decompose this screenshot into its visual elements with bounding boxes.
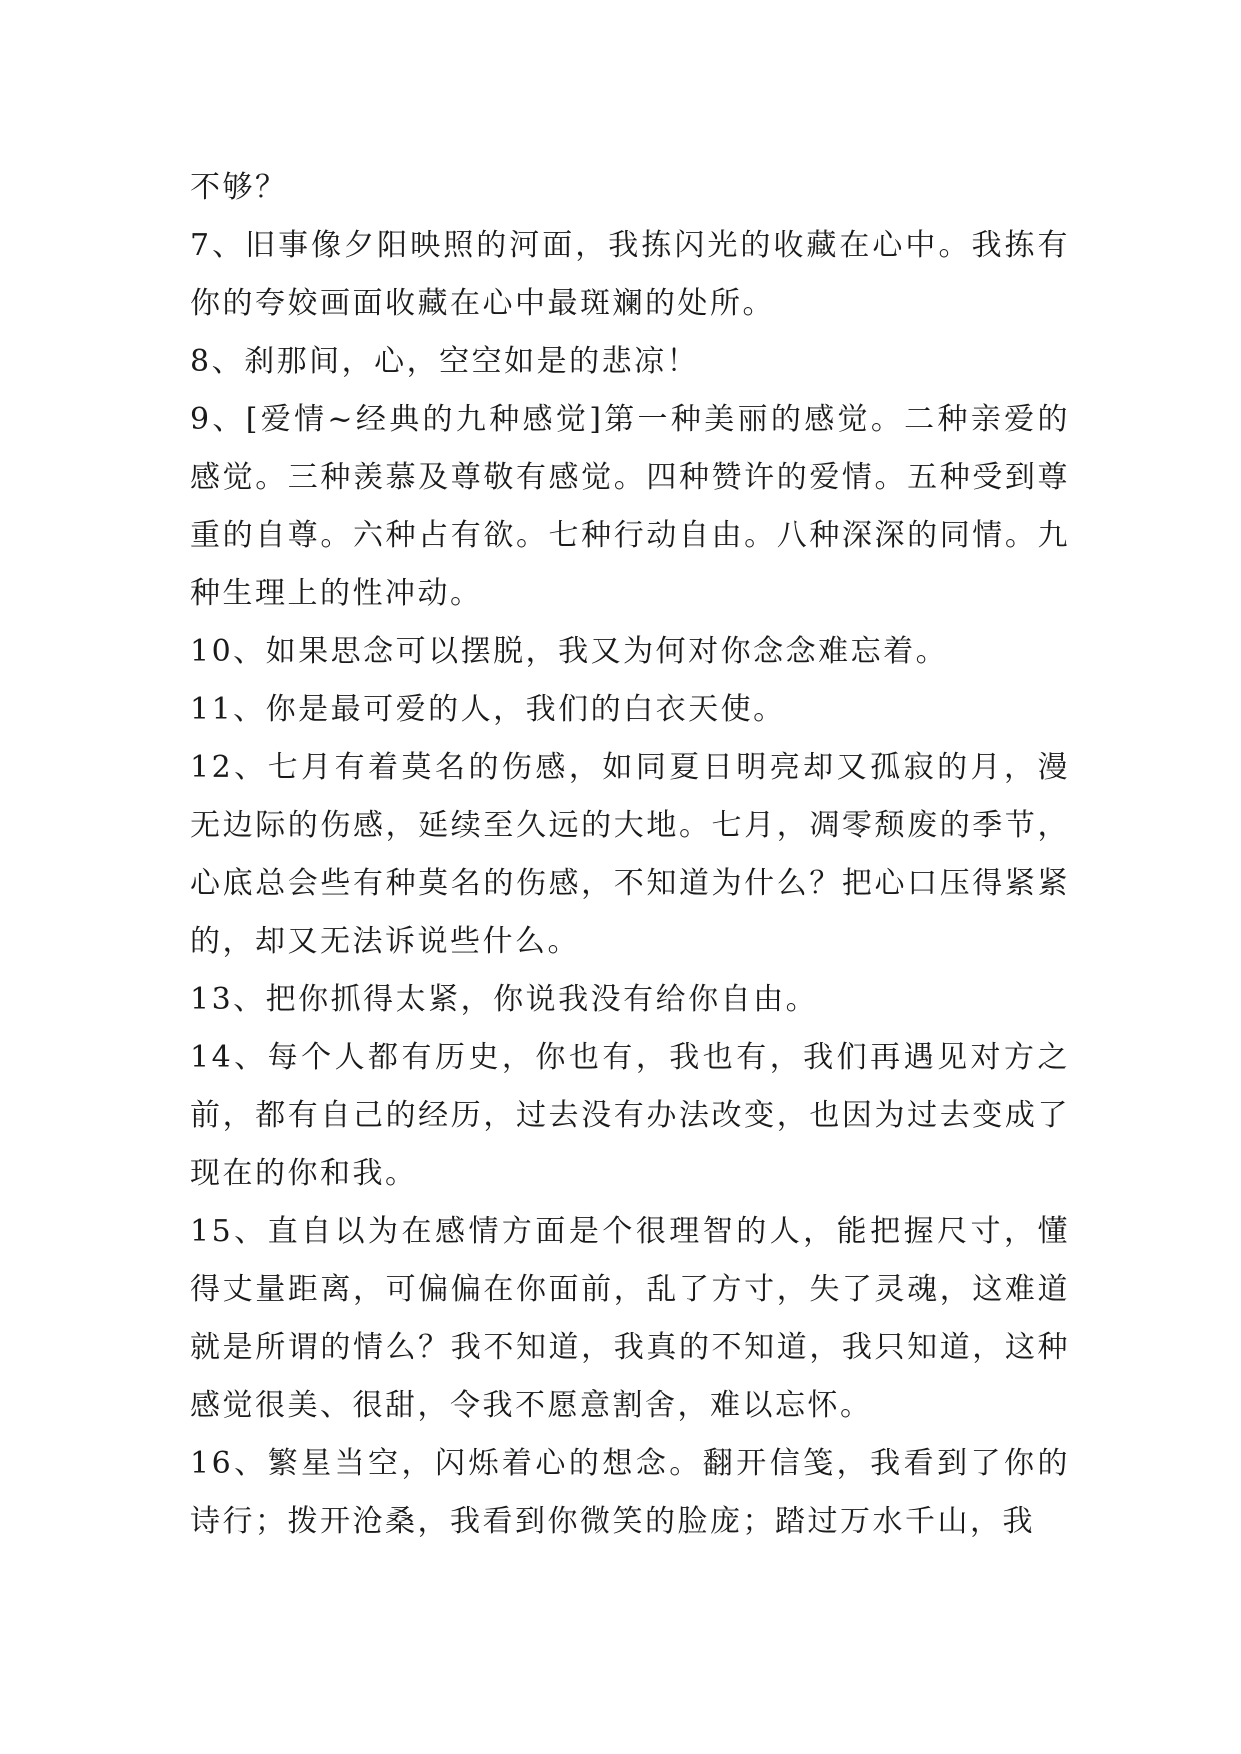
paragraph-item-13: 13、把你抓得太紧，你说我没有给你自由。	[190, 982, 819, 1017]
paragraph-item-11: 11、你是最可爱的人，我们的白衣天使。	[190, 692, 786, 727]
paragraph-item-16: 16、繁星当空，闪烁着心的想念。翻开信笺，我看到了你的诗行；拨开沧桑，我看到你微笑的脸庞；踏过万水千山，我	[190, 1446, 1070, 1539]
paragraph-item-9: 9、[爱情~经典的九种感觉]第一种美丽的感觉。二种亲爱的感觉。三种羡慕及尊敬有感觉。四种赞许的爱情。五种受到尊重的自尊。六种占有欲。七种行动自由。八种深深的同情。九种生理上的性冲动。	[190, 402, 1070, 611]
paragraph-item-14: 14、每个人都有历史，你也有，我也有，我们再遇见对方之前，都有自己的经历，过去没有办法改变，也因为过去变成了现在的你和我。	[190, 1040, 1070, 1191]
document-body	[190, 159, 1070, 1551]
paragraph-item-15: 15、直自以为在感情方面是个很理智的人，能把握尺寸，懂得丈量距离，可偏偏在你面前，乱了方寸，失了灵魂，这难道就是所谓的情么？我不知道，我真的不知道，我只知道，这种感觉很美、很甜，令我不愿意割舍，难以忘怀。	[190, 1214, 1070, 1423]
paragraph-item-7: 7、旧事像夕阳映照的河面，我拣闪光的收藏在心中。我拣有你的夸姣画面收藏在心中最斑斓的处所。	[190, 228, 1070, 321]
paragraph-item-12: 12、七月有着莫名的伤感，如同夏日明亮却又孤寂的月，漫无边际的伤感，延续至久远的大地。七月，凋零颓废的季节，心底总会些有种莫名的伤感，不知道为什么？把心口压得紧紧的，却又无法诉说些什么。	[190, 750, 1070, 959]
paragraph-item-8: 8、刹那间，心，空空如是的悲凉！	[190, 344, 700, 379]
paragraph-continuation: 不够？	[190, 170, 288, 205]
paragraph-item-10: 10、如果思念可以摆脱，我又为何对你念念难忘着。	[190, 634, 949, 669]
